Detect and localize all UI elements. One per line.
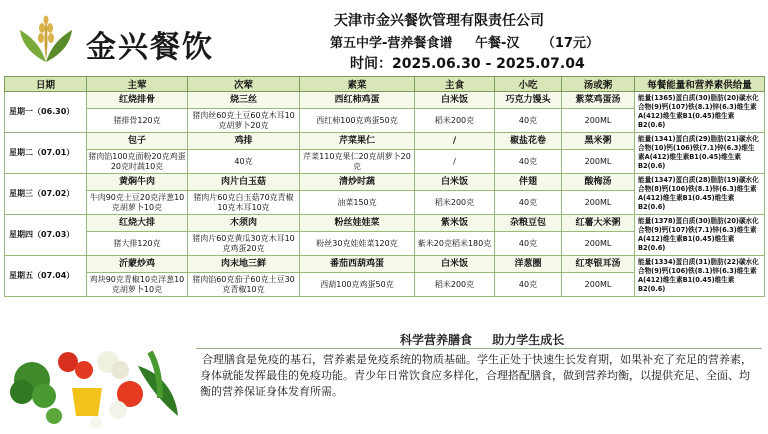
staple-ingredients: 稻米200克: [415, 109, 495, 133]
snack-dish: 椒盐花卷: [495, 133, 562, 150]
vegetable-dish: 清炒时蔬: [300, 174, 415, 191]
nutrition-cell: 能量(1365)蛋白质(30)脂肪(20)碳水化合物(9)钙(107)铁(8.1)锌(6.3)维生素A(412)维生素B1(0.45)维生素B2(0.6): [635, 92, 765, 133]
col-header-nutrition: 每餐能量和营养素供给量: [635, 77, 765, 92]
snack-dish: 洋葱圈: [495, 256, 562, 273]
second-meat-dish: 鸡排: [188, 133, 300, 150]
table-row-dishes: [5, 92, 765, 109]
vegetable-dish: 芹菜果仁: [300, 133, 415, 150]
vegetables-illustration: [10, 336, 182, 428]
soup-dish: 紫菜鸡蛋汤: [562, 92, 635, 109]
vegetable-dish: 西红柿鸡蛋: [300, 92, 415, 109]
vegetable-ingredients: 西葫100克鸡蛋50克: [300, 273, 415, 297]
day-label: 星期三（07.02）: [5, 174, 87, 215]
soup-dish: 红薯大米粥: [562, 215, 635, 232]
main-meat-ingredients: 猪肉馅100克面粉20克鸡蛋20克时蔬10克: [87, 150, 188, 174]
soup-ingredients: 200ML: [562, 273, 635, 297]
staple-dish: 白米饭: [415, 256, 495, 273]
col-header-staple: 主食: [415, 77, 495, 92]
snack-ingredients: 40克: [495, 109, 562, 133]
vegetable-dish: 番茄西葫鸡蛋: [300, 256, 415, 273]
soup-dish: 红枣银耳汤: [562, 256, 635, 273]
snack-dish: 巧克力馒头: [495, 92, 562, 109]
nutrition-cell: 能量(1347)蛋白质(28)脂肪(19)碳水化合物(8)钙(106)铁(8.1)锌(6.3)维生素A(412)维生素B1(0.45)维生素B2(0.6): [635, 174, 765, 215]
main-meat-dish: 黄焖牛肉: [87, 174, 188, 191]
staple-ingredients: 稻米200克: [415, 273, 495, 297]
staple-dish: 白米饭: [415, 174, 495, 191]
main-meat-ingredients: 鸡块90克青椒10克洋葱10克胡萝卜10克: [87, 273, 188, 297]
soup-ingredients: 200ML: [562, 191, 635, 215]
second-meat-dish: 肉片白玉菇: [188, 174, 300, 191]
day-label: 星期四（07.03）: [5, 215, 87, 256]
staple-ingredients: 稻米200克: [415, 191, 495, 215]
soup-ingredients: 200ML: [562, 150, 635, 174]
nutrition-cell: 能量(1378)蛋白质(30)脂肪(20)碳水化合物(9)钙(107)铁(7.1)锌(6.3)维生素A(412)维生素B1(0.45)维生素B2(0.6): [635, 215, 765, 256]
meal-price: （17元）: [541, 36, 599, 51]
nutrition-cell: 能量(1334)蛋白质(31)脂肪(22)碳水化合物(9)钙(106)铁(8.1)锌(6.3)维生素A(412)维生素B1(0.45)维生素B2(0.6): [635, 256, 765, 297]
vegetable-ingredients: 油菜150克: [300, 191, 415, 215]
table-row-dishes: [5, 215, 765, 232]
vegetable-ingredients: 西红柿100克鸡蛋50克: [300, 109, 415, 133]
col-header-soup: 汤或粥: [562, 77, 635, 92]
menu-school-title: 第五中学-营养餐食谱: [330, 36, 453, 51]
second-meat-ingredients: 猪肉丝60克土豆60克木耳10克胡萝卜20克: [188, 109, 300, 133]
main-meat-ingredients: 猪大排120克: [87, 232, 188, 256]
menu-table: [4, 76, 765, 297]
snack-dish: 伴翅: [495, 174, 562, 191]
second-meat-ingredients: 40克: [188, 150, 300, 174]
snack-dish: 杂粮豆包: [495, 215, 562, 232]
table-row-dishes: [5, 256, 765, 273]
soup-ingredients: 200ML: [562, 232, 635, 256]
second-meat-ingredients: 猪肉片60克黄瓜30克木耳10克鸡蛋20克: [188, 232, 300, 256]
second-meat-ingredients: 猪肉片60克白玉菇70克青椒10克木耳10克: [188, 191, 300, 215]
slogan: [392, 331, 572, 348]
meal-type: 午餐-汉: [474, 36, 520, 51]
staple-dish: 白米饭: [415, 92, 495, 109]
company-name: 天津市金兴餐饮管理有限责任公司: [334, 13, 544, 29]
main-meat-dish: 红烧排骨: [87, 92, 188, 109]
staple-dish: /: [415, 133, 495, 150]
staple-ingredients: 紫米20克稻米180克: [415, 232, 495, 256]
main-meat-dish: 红烧大排: [87, 215, 188, 232]
vegetable-dish: 粉丝娃娃菜: [300, 215, 415, 232]
table-header-row: [5, 77, 765, 92]
main-meat-dish: 沂蒙炒鸡: [87, 256, 188, 273]
slogan-left: 科学营养膳食: [400, 333, 473, 347]
second-meat-ingredients: 猪肉馅60克茄子60克土豆30克青椒10克: [188, 273, 300, 297]
staple-dish: 紫米饭: [415, 215, 495, 232]
col-header-date: 日期: [5, 77, 87, 92]
col-header-main-meat: 主荤: [87, 77, 188, 92]
slogan-right: 助力学生成长: [492, 333, 565, 347]
second-meat-dish: 肉末地三鲜: [188, 256, 300, 273]
intro-text: 合理膳食是免疫的基石，营养素是免疫系统的物质基础。学生正处于快速生长发育期，如果补充了充足的营养素，身体就能发挥最佳的免疫功能。青少年日常饮食应多样化，合理搭配膳食，做到营养均衡，以提供充足、全面、均衡的营养保证身体发育所需。: [200, 353, 752, 398]
nutrition-intro: [196, 348, 762, 428]
wheat-leaf-logo: [14, 12, 78, 68]
table-row-dishes: [5, 133, 765, 150]
header: [0, 0, 768, 76]
brand-name: 金兴餐饮: [86, 30, 214, 65]
snack-ingredients: 40克: [495, 150, 562, 174]
second-meat-dish: 木须肉: [188, 215, 300, 232]
soup-dish: 黑米粥: [562, 133, 635, 150]
vegetable-ingredients: 粉丝30克娃娃菜120克: [300, 232, 415, 256]
table-row-dishes: [5, 174, 765, 191]
snack-ingredients: 40克: [495, 191, 562, 215]
menu-title: [330, 32, 617, 51]
second-meat-dish: 烧三丝: [188, 92, 300, 109]
day-label: 星期二（07.01）: [5, 133, 87, 174]
vegetable-ingredients: 芹菜110克果仁20克胡萝卜20克: [300, 150, 415, 174]
snack-ingredients: 40克: [495, 232, 562, 256]
nutrition-cell: 能量(1341)蛋白质(29)脂肪(21)碳水化合物(10)钙(106)铁(7.1)锌(6.3)维生素A(412)维生素B1(0.45)维生素B2(0.6): [635, 133, 765, 174]
staple-ingredients: /: [415, 150, 495, 174]
soup-ingredients: 200ML: [562, 109, 635, 133]
day-label: 星期一（06.30）: [5, 92, 87, 133]
main-meat-dish: 包子: [87, 133, 188, 150]
main-meat-ingredients: 猪排骨120克: [87, 109, 188, 133]
col-header-snack: 小吃: [495, 77, 562, 92]
day-label: 星期五（07.04）: [5, 256, 87, 297]
col-header-vegetable: 素菜: [300, 77, 415, 92]
col-header-second-meat: 次荤: [188, 77, 300, 92]
date-range: 时间：2025.06.30 - 2025.07.04: [350, 56, 585, 72]
snack-ingredients: 40克: [495, 273, 562, 297]
main-meat-ingredients: 牛肉90克土豆20克洋葱10克胡萝卜10克: [87, 191, 188, 215]
soup-dish: 酸梅汤: [562, 174, 635, 191]
